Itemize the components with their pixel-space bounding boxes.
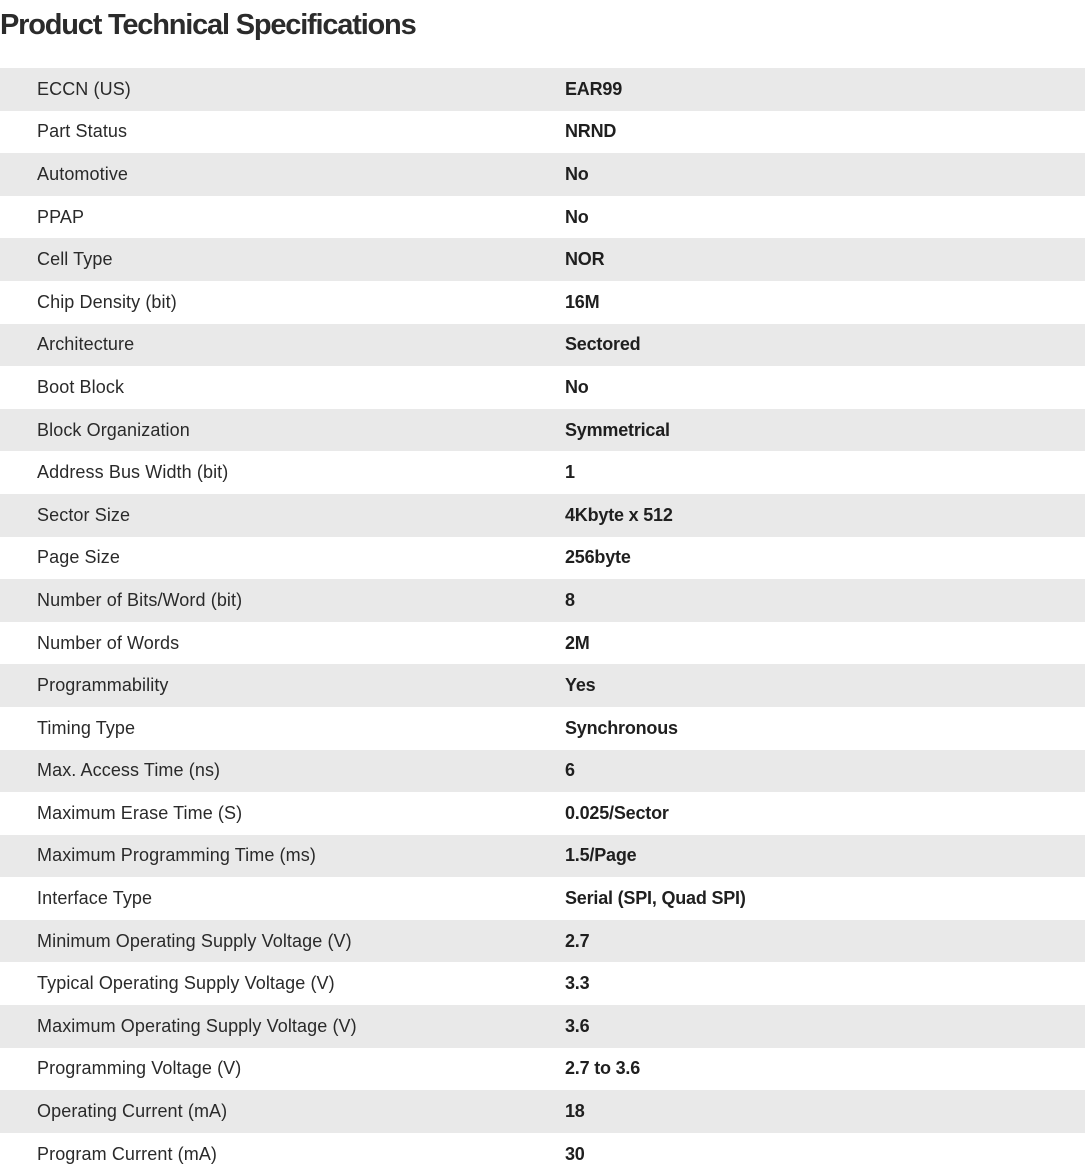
spec-label: Block Organization bbox=[37, 419, 190, 440]
spec-value: Yes bbox=[565, 675, 596, 696]
spec-row bbox=[0, 1005, 1085, 1048]
spec-row bbox=[0, 111, 1085, 154]
spec-value: 2.7 to 3.6 bbox=[565, 1058, 641, 1079]
spec-label: Timing Type bbox=[37, 717, 136, 738]
spec-label: Program Current (mA) bbox=[37, 1143, 218, 1164]
spec-row bbox=[0, 835, 1085, 878]
spec-value: 2M bbox=[565, 632, 590, 653]
spec-label: Page Size bbox=[37, 547, 120, 568]
spec-label: Maximum Programming Time (ms) bbox=[37, 845, 316, 866]
spec-row bbox=[0, 366, 1085, 409]
spec-value: NRND bbox=[565, 121, 617, 142]
spec-row bbox=[0, 707, 1085, 750]
spec-row bbox=[0, 281, 1085, 324]
spec-row bbox=[0, 792, 1085, 835]
spec-label: Number of Words bbox=[37, 632, 180, 653]
spec-value: Serial (SPI, Quad SPI) bbox=[565, 888, 746, 909]
spec-table-body bbox=[0, 68, 1085, 1175]
spec-value: 4Kbyte x 512 bbox=[565, 504, 673, 525]
spec-label: Programmability bbox=[37, 675, 169, 696]
spec-row bbox=[0, 494, 1085, 537]
spec-label: Cell Type bbox=[37, 249, 113, 270]
spec-value: 256byte bbox=[565, 547, 631, 568]
spec-label: Operating Current (mA) bbox=[37, 1101, 228, 1122]
spec-value: No bbox=[565, 376, 589, 397]
spec-value: EAR99 bbox=[565, 78, 623, 99]
spec-value: 1 bbox=[565, 462, 575, 483]
spec-row bbox=[0, 451, 1085, 494]
spec-label: Maximum Erase Time (S) bbox=[37, 802, 243, 823]
spec-label: Maximum Operating Supply Voltage (V) bbox=[37, 1015, 357, 1036]
spec-label: Address Bus Width (bit) bbox=[37, 462, 229, 483]
spec-label: ECCN (US) bbox=[37, 78, 131, 99]
spec-value: Symmetrical bbox=[565, 419, 670, 440]
spec-value: Synchronous bbox=[565, 717, 678, 738]
spec-value: 30 bbox=[565, 1143, 585, 1164]
spec-label: Programming Voltage (V) bbox=[37, 1058, 242, 1079]
spec-value: 6 bbox=[565, 760, 575, 781]
spec-label: Part Status bbox=[37, 121, 128, 142]
spec-value: 3.3 bbox=[565, 973, 590, 994]
spec-value: No bbox=[565, 206, 589, 227]
spec-label: PPAP bbox=[37, 206, 85, 227]
spec-label: Chip Density (bit) bbox=[37, 291, 177, 312]
spec-row bbox=[0, 68, 1085, 111]
spec-label: Minimum Operating Supply Voltage (V) bbox=[37, 930, 352, 951]
spec-label: Boot Block bbox=[37, 376, 125, 397]
spec-label: Automotive bbox=[37, 163, 129, 184]
spec-value: No bbox=[565, 163, 589, 184]
spec-label: Architecture bbox=[37, 334, 135, 355]
spec-row bbox=[0, 579, 1085, 622]
spec-row bbox=[0, 324, 1085, 367]
spec-row bbox=[0, 622, 1085, 665]
page-title: Product Technical Specifications bbox=[0, 9, 416, 41]
spec-row bbox=[0, 750, 1085, 793]
spec-label: Sector Size bbox=[37, 504, 131, 525]
spec-value: 16M bbox=[565, 291, 600, 312]
spec-row bbox=[0, 409, 1085, 452]
spec-row bbox=[0, 238, 1085, 281]
spec-row bbox=[0, 962, 1085, 1005]
spec-row bbox=[0, 537, 1085, 580]
spec-value: Sectored bbox=[565, 334, 641, 355]
spec-value: 0.025/Sector bbox=[565, 802, 669, 823]
spec-row bbox=[0, 153, 1085, 196]
spec-label: Max. Access Time (ns) bbox=[37, 760, 221, 781]
spec-value: 18 bbox=[565, 1101, 585, 1122]
spec-value: NOR bbox=[565, 249, 605, 270]
spec-row bbox=[0, 1048, 1085, 1091]
spec-row bbox=[0, 196, 1085, 239]
spec-value: 2.7 bbox=[565, 930, 590, 951]
spec-table bbox=[0, 68, 1085, 1175]
spec-label: Typical Operating Supply Voltage (V) bbox=[37, 973, 335, 994]
spec-value: 8 bbox=[565, 589, 575, 610]
spec-label: Interface Type bbox=[37, 888, 153, 909]
spec-row bbox=[0, 920, 1085, 963]
spec-row bbox=[0, 664, 1085, 707]
spec-row bbox=[0, 877, 1085, 920]
spec-value: 3.6 bbox=[565, 1015, 590, 1036]
spec-label: Number of Bits/Word (bit) bbox=[37, 589, 243, 610]
spec-row bbox=[0, 1090, 1085, 1133]
spec-value: 1.5/Page bbox=[565, 845, 637, 866]
